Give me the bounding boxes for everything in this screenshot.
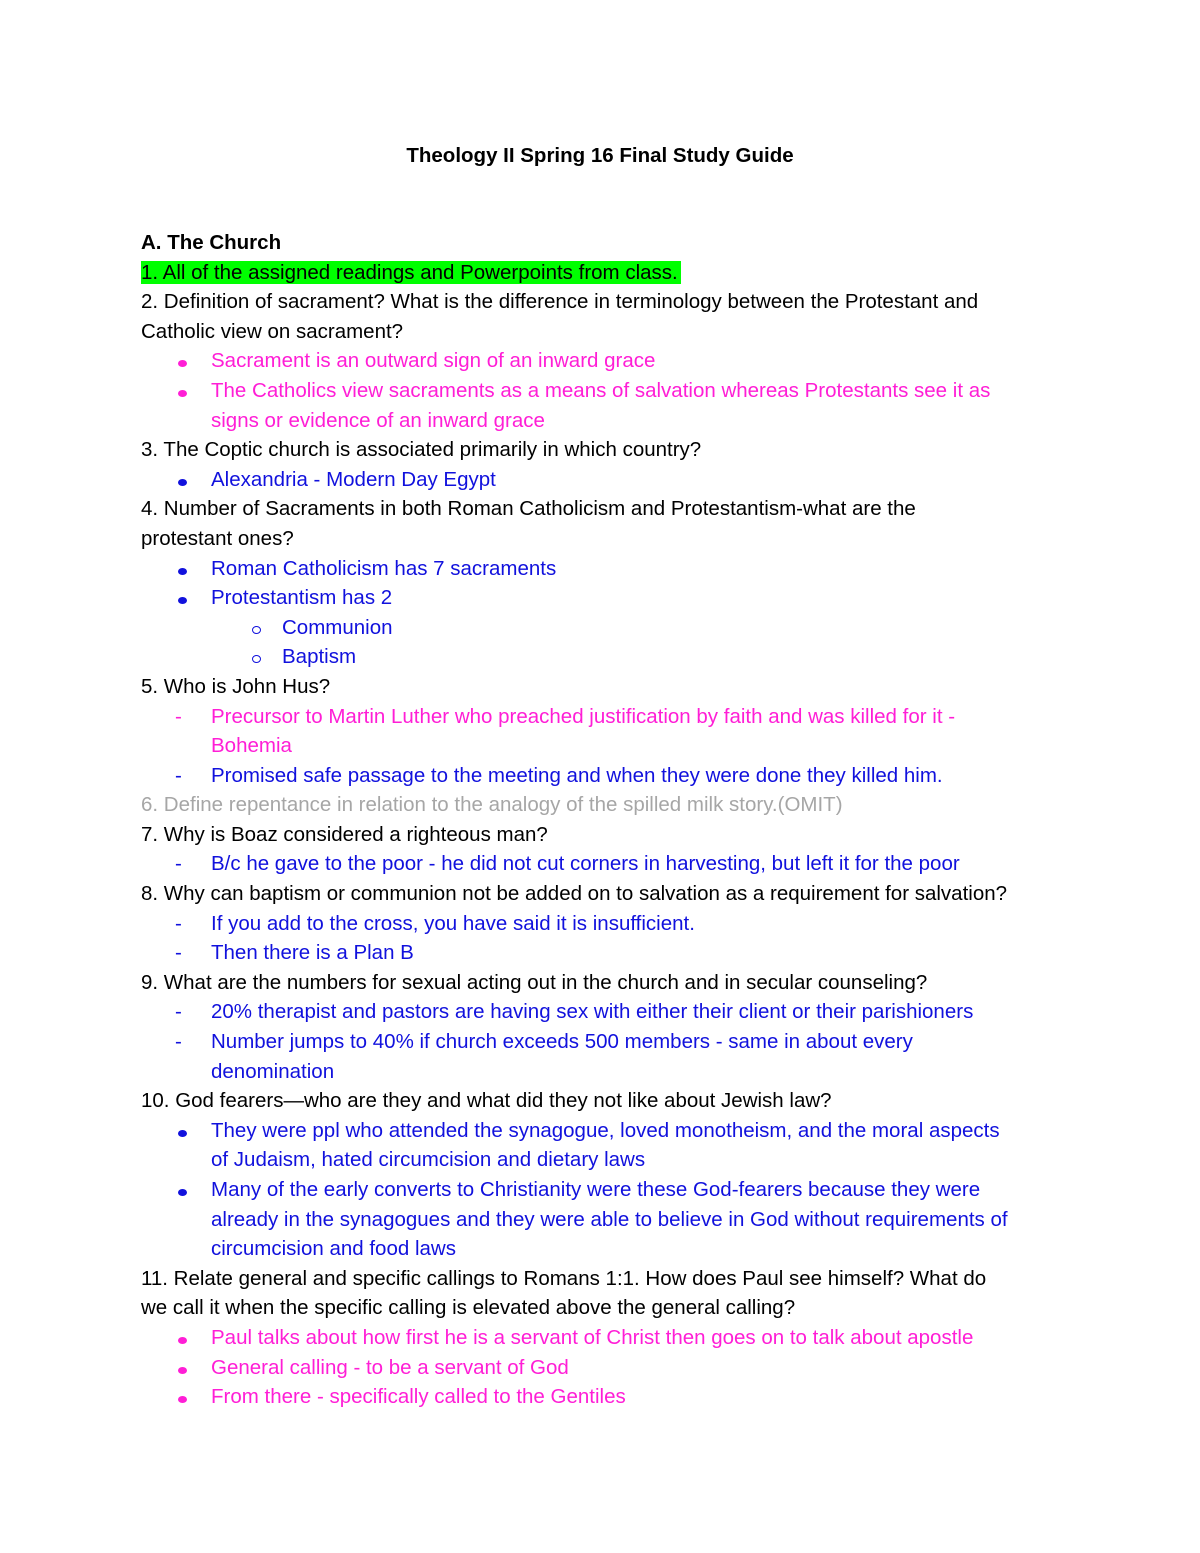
question-4-line-1: 4. Number of Sacraments in both Roman Catholicism and Protestantism-what are the <box>141 497 916 521</box>
bullet-icon <box>178 1130 187 1137</box>
bullet-icon <box>178 390 187 397</box>
question-2-line-2: Catholic view on sacrament? <box>141 319 404 343</box>
answer-10-2: Many of the early converts to Christianity were these God-fearers because they were already in the synagogues and they were able to believe in God without requirements of circumcision and food laws <box>141 1175 1076 1264</box>
question-10: 10. God fearers—who are they and what did they not like about Jewish law? <box>141 1089 832 1113</box>
hollow-bullet-icon <box>252 655 261 663</box>
question-5: 5. Who is John Hus? <box>141 674 331 698</box>
section-heading: A. The Church <box>141 231 282 254</box>
answer-10-1: They were ppl who attended the synagogue, loved monotheism, and the moral aspects of Judaism, hated circumcision and dietary laws <box>141 1116 1076 1175</box>
answer-2-1: Sacrament is an outward sign of an inward grace <box>141 346 1076 376</box>
question-4-line-2: protestant ones? <box>141 526 294 550</box>
bullet-icon <box>178 597 187 604</box>
question-11-line-1: 11. Relate general and specific callings to Romans 1:1. How does Paul see himself? What do <box>141 1266 987 1290</box>
answer-7-1: - B/c he gave to the poor - he did not cut corners in harvesting, but left it for the poor <box>141 849 1076 879</box>
dash-bullet: - <box>175 704 182 728</box>
bullet-icon <box>178 568 187 575</box>
question-7: 7. Why is Boaz considered a righteous man? <box>141 822 548 846</box>
answer-4-2-1: Communion <box>141 613 1076 643</box>
answer-4-2-2: Baptism <box>141 642 1076 672</box>
answer-4-2: Protestantism has 2 <box>141 583 1076 613</box>
question-9: 9. What are the numbers for sexual acting out in the church and in secular counseling? <box>141 970 928 994</box>
answer-8-1: - If you add to the cross, you have said it is insufficient. <box>141 909 1076 939</box>
question-8: 8. Why can baptism or communion not be added on to salvation as a requirement for salvation? <box>141 882 1008 906</box>
bullet-icon <box>178 1337 187 1344</box>
answer-5-1: - Precursor to Martin Luther who preached justification by faith and was killed for it - Bohemia <box>141 702 1076 761</box>
document-body <box>141 228 1076 1412</box>
question-11-line-2: we call it when the specific calling is elevated above the general calling? <box>141 1296 796 1320</box>
dash-bullet: - <box>175 911 182 935</box>
dash-bullet: - <box>175 1030 182 1054</box>
question-1-highlighted: 1. All of the assigned readings and Powerpoints from class. <box>141 261 681 284</box>
dash-bullet: - <box>175 1000 182 1024</box>
answer-9-2: - Number jumps to 40% if church exceeds 500 members - same in about every denomination <box>141 1027 1076 1086</box>
question-6-omitted: 6. Define repentance in relation to the analogy of the spilled milk story.(OMIT) <box>141 793 843 817</box>
answer-11-3: From there - specifically called to the Gentiles <box>141 1382 1076 1412</box>
dash-bullet: - <box>175 763 182 787</box>
answer-5-2: - Promised safe passage to the meeting and when they were done they killed him. <box>141 761 1076 791</box>
question-3: 3. The Coptic church is associated primarily in which country? <box>141 438 702 462</box>
answer-8-2: - Then there is a Plan B <box>141 938 1076 968</box>
bullet-icon <box>178 360 187 367</box>
answer-11-1: Paul talks about how first he is a servant of Christ then goes on to talk about apostle <box>141 1323 1076 1353</box>
hollow-bullet-icon <box>252 626 261 634</box>
dash-bullet: - <box>175 941 182 965</box>
answer-2-2: The Catholics view sacraments as a means of salvation whereas Protestants see it as signs or evidence of an inward grace <box>141 376 1076 435</box>
bullet-icon <box>178 1396 187 1403</box>
dash-bullet: - <box>175 852 182 876</box>
bullet-icon <box>178 1189 187 1196</box>
answer-11-2: General calling - to be a servant of God <box>141 1353 1076 1383</box>
answer-9-1: - 20% therapist and pastors are having sex with either their client or their parishioners <box>141 997 1076 1027</box>
document-title: Theology II Spring 16 Final Study Guide <box>406 144 794 167</box>
bullet-icon <box>178 1367 187 1374</box>
answer-4-1: Roman Catholicism has 7 sacraments <box>141 554 1076 584</box>
bullet-icon <box>178 479 187 486</box>
question-2-line-1: 2. Definition of sacrament? What is the difference in terminology between the Protestant and <box>141 290 979 314</box>
answer-3-1: Alexandria - Modern Day Egypt <box>141 465 1076 495</box>
